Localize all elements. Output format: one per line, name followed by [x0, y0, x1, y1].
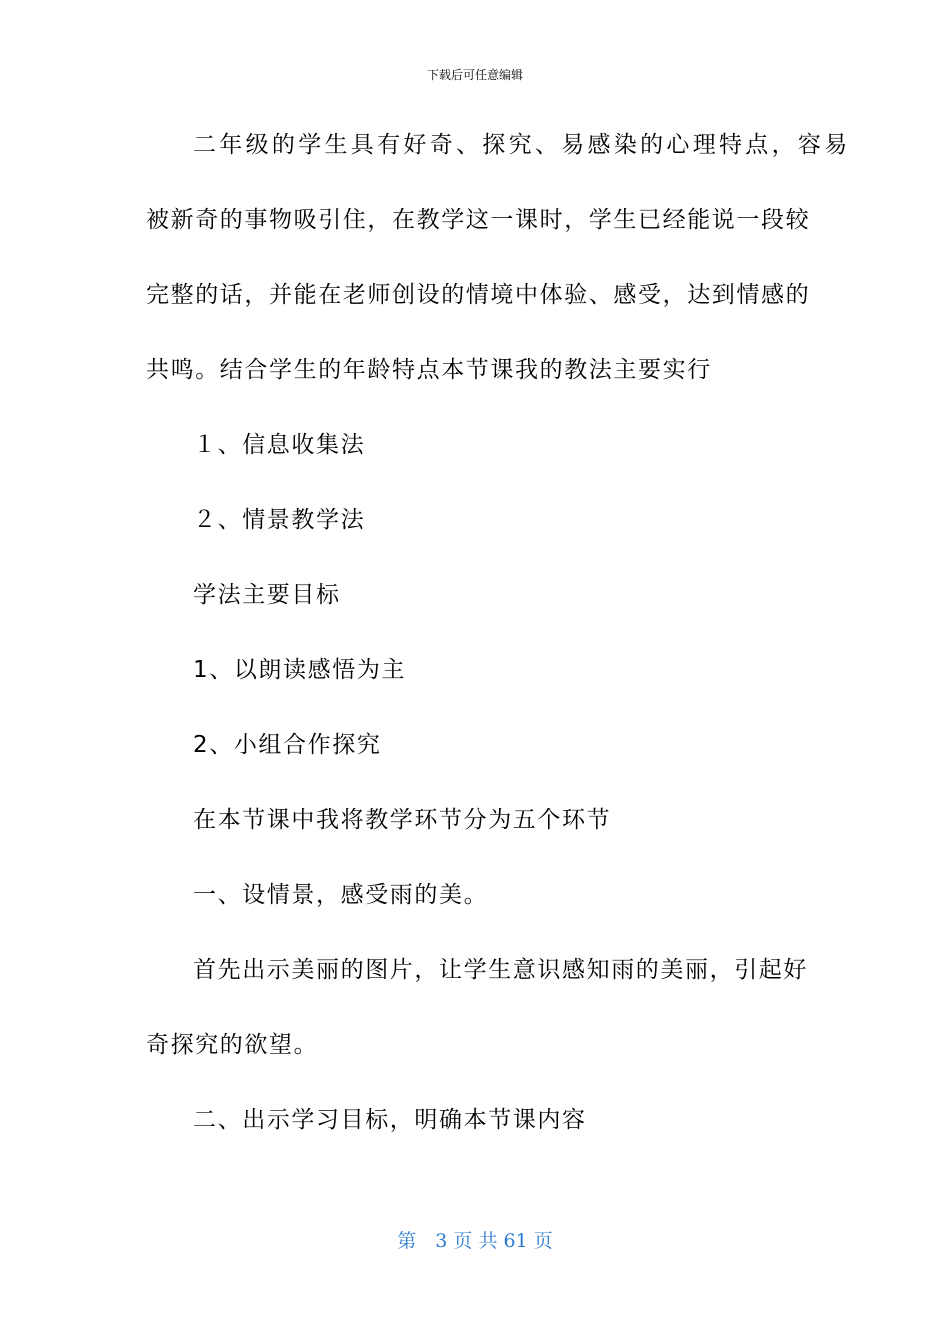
paragraph-line: 完整的话，并能在老师创设的情境中体验、感受，达到情感的: [146, 282, 811, 308]
paragraph-line: 二年级的学生具有好奇、探究、易感染的心理特点，容易: [193, 132, 851, 158]
section-heading: 二、出示学习目标，明确本节课内容: [193, 1107, 587, 1133]
section-heading: 学法主要目标: [193, 582, 341, 608]
list-item: 1、以朗读感悟为主: [193, 657, 407, 683]
list-item: １、信息收集法: [193, 432, 366, 458]
paragraph-line: 共鸣。结合学生的年龄特点本节课我的教法主要实行: [146, 357, 712, 383]
list-item: 2、小组合作探究: [193, 732, 382, 758]
page-number: 第 3 页 共 61 页: [397, 1230, 553, 1252]
header-note: 下载后可任意编辑: [426, 68, 523, 82]
paragraph-line: 在本节课中我将教学环节分为五个环节: [193, 807, 612, 833]
section-heading: 一、设情景，感受雨的美。: [193, 882, 489, 908]
paragraph-line: 首先出示美丽的图片，让学生意识感知雨的美丽，引起好: [193, 957, 808, 983]
paragraph-line: 奇探究的欲望。: [146, 1032, 319, 1058]
list-item: ２、情景教学法: [193, 507, 366, 533]
paragraph-line: 被新奇的事物吸引住，在教学这一课时，学生已经能说一段较: [146, 207, 811, 233]
